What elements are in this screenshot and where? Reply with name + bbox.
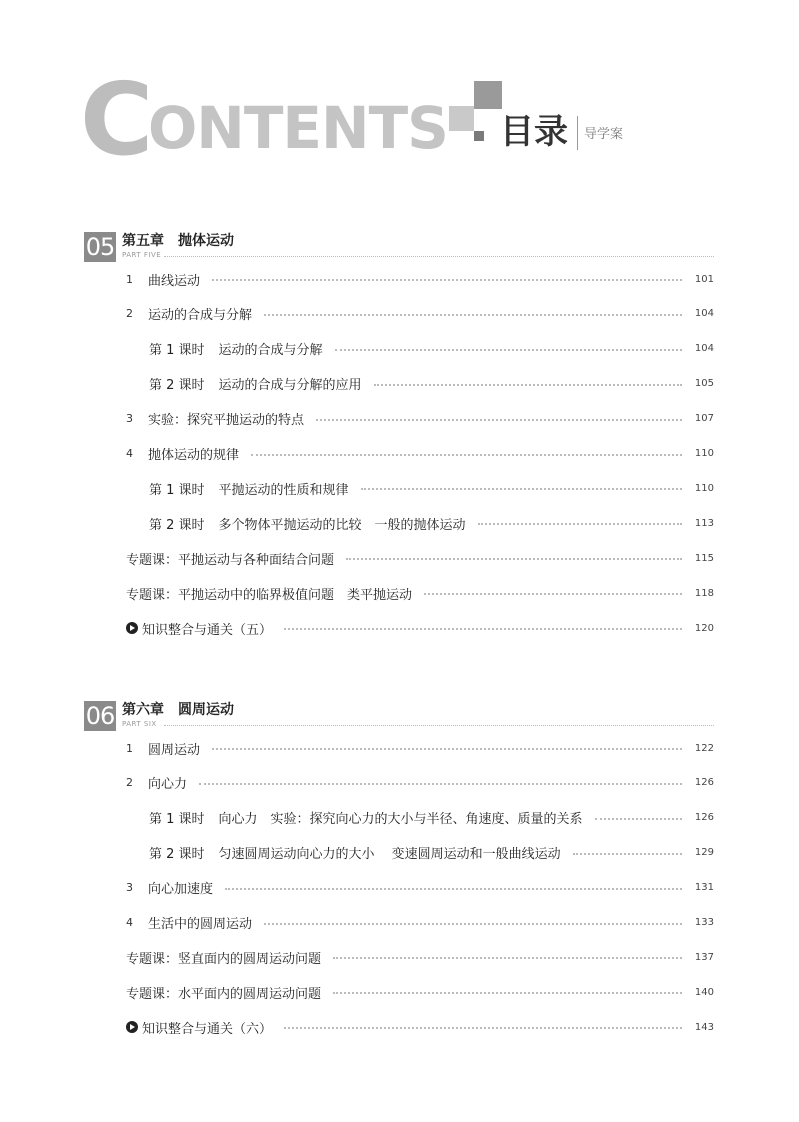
dot-leader xyxy=(595,818,682,820)
dot-leader xyxy=(335,349,682,351)
toc-entry[interactable] xyxy=(126,878,714,898)
lesson-number: 第 1 课时 xyxy=(149,812,205,828)
page-number: 110 xyxy=(694,482,714,494)
page-number: 105 xyxy=(694,378,714,390)
dot-leader xyxy=(225,888,682,890)
section-title: 向心加速度 xyxy=(148,882,214,898)
toc-entry[interactable] xyxy=(126,409,714,429)
chapter-title: 第六章 圆周运动 xyxy=(122,702,234,718)
toc-entry[interactable] xyxy=(149,478,714,498)
dot-leader xyxy=(212,279,682,281)
page-subtitle: 导学案 xyxy=(584,127,624,142)
toc-entry-label xyxy=(126,773,187,792)
lesson-title: 向心力 实验：探究向心力的大小与半径、角速度、质量的关系 xyxy=(218,812,583,828)
toc-entry-label xyxy=(126,409,304,428)
lesson-title: 运动的合成与分解的应用 xyxy=(218,378,362,394)
topic-title: 专题课：平抛运动中的临界极值问题 类平抛运动 xyxy=(126,587,413,603)
page-number: 131 xyxy=(694,882,714,894)
page-number: 104 xyxy=(694,343,714,355)
page-number: 126 xyxy=(694,777,714,789)
toc-entry[interactable] xyxy=(126,583,714,603)
section-title: 曲线运动 xyxy=(148,273,201,289)
section-title: 抛体运动的规律 xyxy=(148,448,240,463)
toc-entry[interactable] xyxy=(126,618,714,638)
chapter-number: 05 xyxy=(85,233,115,261)
topic-title: 专题课：水平面内的圆周运动问题 xyxy=(126,986,322,1002)
page-number: 120 xyxy=(694,622,714,634)
toc-entry[interactable] xyxy=(126,738,714,758)
dot-leader xyxy=(316,419,682,421)
toc-entry-label xyxy=(126,270,200,289)
page-number: 122 xyxy=(694,742,714,754)
toc-entry-label xyxy=(126,913,252,932)
lesson-title: 运动的合成与分解 xyxy=(218,343,323,359)
page-number: 118 xyxy=(694,587,714,599)
dot-leader xyxy=(573,853,682,855)
toc-entry-label xyxy=(126,739,200,758)
page-title: 目录 xyxy=(500,112,568,152)
section-title: 实验：探究平抛运动的特点 xyxy=(148,413,305,429)
dot-leader xyxy=(264,314,682,316)
play-circle-icon xyxy=(126,622,138,634)
page-number: 129 xyxy=(694,847,714,859)
page-number: 133 xyxy=(694,917,714,928)
section-title: 圆周运动 xyxy=(148,742,201,758)
lesson-number: 第 2 课时 xyxy=(149,378,205,394)
section-number: 2 xyxy=(126,307,133,321)
page-number: 115 xyxy=(694,552,714,564)
decor-square-icon xyxy=(449,106,474,131)
chapter-divider xyxy=(164,725,714,726)
page-number: 104 xyxy=(694,308,714,320)
toc-entry-label xyxy=(149,843,561,862)
topic-title: 专题课：平抛运动与各种面结合问题 xyxy=(126,552,335,568)
chapter-number: 06 xyxy=(85,702,115,730)
toc-entry[interactable] xyxy=(149,808,714,828)
section-title: 运动的合成与分解 xyxy=(148,308,253,324)
section-number: 1 xyxy=(126,741,133,755)
toc-entry[interactable] xyxy=(149,513,714,533)
toc-entry[interactable] xyxy=(126,304,714,324)
contents-initial: C xyxy=(80,61,154,178)
summary-title: 知识整合与通关（六） xyxy=(142,1021,273,1037)
page-number: 143 xyxy=(694,1021,714,1033)
page-number: 126 xyxy=(694,812,714,824)
chapter-part-label: PART FIVE xyxy=(122,251,162,259)
toc-entry[interactable] xyxy=(126,947,714,967)
toc-entry[interactable] xyxy=(126,773,714,793)
section-number: 4 xyxy=(126,447,133,460)
toc-entry-label xyxy=(126,444,239,463)
lesson-number: 第 2 课时 xyxy=(149,847,205,863)
toc-entry-label xyxy=(149,514,466,533)
toc-entry-label xyxy=(149,479,349,498)
section-number: 3 xyxy=(126,881,133,895)
section-number: 3 xyxy=(126,412,133,426)
section-title: 生活中的圆周运动 xyxy=(148,917,253,932)
dot-leader xyxy=(333,957,682,959)
page-number: 137 xyxy=(694,951,714,963)
dot-leader xyxy=(264,923,682,925)
toc-entry[interactable] xyxy=(126,269,714,289)
section-number: 4 xyxy=(126,916,133,929)
dot-leader xyxy=(346,558,682,560)
toc-entry[interactable] xyxy=(126,913,714,933)
dot-leader xyxy=(333,992,682,994)
dot-leader xyxy=(374,384,682,386)
lesson-number: 第 2 课时 xyxy=(149,517,205,533)
toc-entry-label xyxy=(126,1018,272,1037)
dot-leader xyxy=(284,628,682,630)
section-number: 2 xyxy=(126,776,133,790)
page-number: 140 xyxy=(694,986,714,998)
dot-leader xyxy=(361,488,682,490)
toc-entry[interactable] xyxy=(126,1017,714,1037)
toc-entry[interactable] xyxy=(126,444,714,464)
toc-entry-label xyxy=(126,584,412,603)
toc-entry-label xyxy=(126,948,321,967)
dot-leader xyxy=(251,454,682,456)
lesson-number: 第 1 课时 xyxy=(149,343,205,359)
toc-entry-label xyxy=(126,619,272,638)
toc-entry-label xyxy=(126,304,252,323)
lesson-title: 平抛运动的性质和规律 xyxy=(218,482,349,498)
page-number: 101 xyxy=(694,273,714,285)
title-divider xyxy=(577,116,578,150)
toc-entry[interactable] xyxy=(126,982,714,1002)
page-number: 110 xyxy=(694,448,714,459)
play-circle-icon xyxy=(126,1021,138,1033)
toc-entry[interactable] xyxy=(126,548,714,568)
lesson-title: 多个物体平抛运动的比较 一般的抛体运动 xyxy=(218,517,466,533)
toc-entry-label xyxy=(149,374,362,393)
lesson-number: 第 1 课时 xyxy=(149,482,205,498)
section-title: 向心力 xyxy=(148,777,188,793)
dot-leader xyxy=(212,748,682,750)
toc-entry[interactable] xyxy=(149,374,714,394)
toc-entry-label xyxy=(149,808,583,827)
page-number: 107 xyxy=(694,413,714,425)
toc-entry-label xyxy=(126,878,213,897)
chapter-title: 第五章 抛体运动 xyxy=(122,233,234,249)
decor-square-icon xyxy=(474,131,484,141)
dot-leader xyxy=(478,523,682,525)
contents-word: ONTENTS xyxy=(148,94,448,162)
dot-leader xyxy=(199,783,682,785)
topic-title: 专题课：竖直面内的圆周运动问题 xyxy=(126,951,322,967)
chapter-part-label: PART SIX xyxy=(122,720,157,728)
section-number: 1 xyxy=(126,272,133,286)
dot-leader xyxy=(284,1027,682,1029)
page-number: 113 xyxy=(694,517,714,529)
summary-title: 知识整合与通关（五） xyxy=(142,622,273,638)
toc-entry[interactable] xyxy=(149,843,714,863)
decor-square-icon xyxy=(474,81,502,109)
chapter-divider xyxy=(164,256,714,257)
lesson-title: 匀速圆周运动向心力的大小 变速圆周运动和一般曲线运动 xyxy=(218,847,561,863)
toc-entry[interactable] xyxy=(149,339,714,359)
contents-header xyxy=(0,0,799,180)
toc-entry-label xyxy=(126,549,334,568)
toc-entry-label xyxy=(149,339,323,358)
dot-leader xyxy=(424,593,682,595)
toc-entry-label xyxy=(126,983,321,1002)
